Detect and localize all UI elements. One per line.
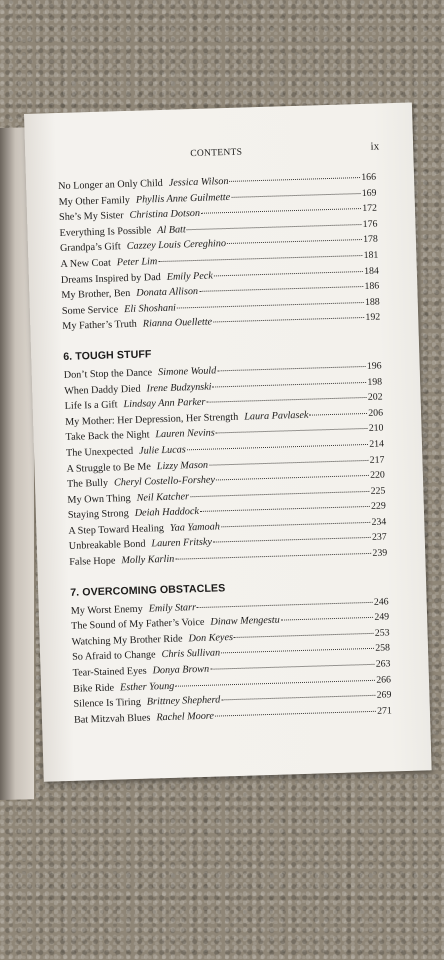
toc-entry-title: When Daddy Died bbox=[64, 383, 141, 397]
dot-leader bbox=[221, 521, 371, 527]
dot-leader bbox=[177, 301, 364, 309]
toc-entry-author: Yaa Yamoah bbox=[169, 521, 221, 534]
toc-entry-title: The Bully bbox=[66, 477, 109, 490]
dot-leader bbox=[281, 616, 374, 621]
dot-leader bbox=[190, 490, 370, 497]
toc-entry-page: 184 bbox=[363, 265, 379, 277]
toc-entry-author: Lizzy Mason bbox=[156, 459, 209, 472]
toc-entry-author: Cheryl Costello-Forshey bbox=[113, 474, 216, 489]
dot-leader bbox=[213, 316, 364, 322]
toc-entry-title: Staying Strong bbox=[67, 508, 129, 522]
toc-entry-title: Some Service bbox=[61, 304, 119, 317]
table-of-contents bbox=[58, 172, 392, 731]
toc-entry-title: She’s My Sister bbox=[58, 210, 124, 224]
toc-entry-author: Emily Peck bbox=[166, 270, 214, 283]
dot-leader bbox=[234, 632, 374, 638]
toc-entry-author: Dinaw Mengestu bbox=[210, 614, 280, 628]
toc-entry-page: 237 bbox=[371, 531, 387, 544]
toc-entry-author: Eli Shoshani bbox=[123, 302, 177, 315]
toc-entry-author: Rianna Ouellette bbox=[142, 316, 213, 330]
toc-entry-title: Everything Is Possible bbox=[59, 225, 152, 239]
toc-entry-page: 269 bbox=[376, 689, 392, 702]
toc-entry-author: Jessica Wilson bbox=[168, 175, 229, 189]
toc-entry-author: Lauren Nevins bbox=[155, 427, 215, 441]
toc-entry-title: The Unexpected bbox=[65, 445, 134, 459]
toc-entry-author: Brittney Shepherd bbox=[146, 694, 221, 708]
toc-entry-title: Dreams Inspired by Dad bbox=[60, 271, 161, 286]
toc-entry-author: Peter Lim bbox=[116, 256, 158, 269]
toc-entry-page: 246 bbox=[373, 596, 389, 608]
toc-entry-title: My Mother: Her Depression, Her Strength bbox=[64, 411, 239, 428]
toc-entry-author: Neil Katcher bbox=[136, 490, 190, 504]
toc-entry-title: A New Coat bbox=[60, 257, 111, 270]
toc-entry-title: A Struggle to Be Me bbox=[66, 460, 152, 475]
toc-entry-author: Donya Brown bbox=[152, 663, 210, 677]
dot-leader bbox=[209, 458, 369, 465]
dot-leader bbox=[201, 207, 361, 214]
dot-leader bbox=[206, 396, 367, 403]
toc-entry-title: False Hope bbox=[69, 555, 116, 568]
toc-entry-title: So Afraid to Change bbox=[71, 649, 156, 664]
dot-leader bbox=[212, 380, 366, 387]
toc-entry-author: Deiah Haddock bbox=[134, 506, 200, 520]
toc-entry-title: No Longer an Only Child bbox=[58, 177, 163, 193]
toc-entry-title: Silence Is Tiring bbox=[73, 697, 142, 711]
toc-entry-author: Emily Starr bbox=[148, 601, 197, 615]
toc-entry-author: Laura Pavlasek bbox=[244, 409, 309, 423]
toc-entry-title: Life Is a Gift bbox=[64, 399, 118, 413]
toc-entry-title: Watching My Brother Ride bbox=[71, 633, 183, 648]
dot-leader bbox=[217, 365, 366, 371]
toc-entry-page: 234 bbox=[371, 516, 387, 528]
toc-group-tough-stuff bbox=[64, 360, 388, 572]
book-page bbox=[24, 102, 432, 781]
toc-entry-page: 181 bbox=[363, 249, 379, 261]
toc-entry-author: Al Batt bbox=[157, 224, 186, 236]
toc-entry-page: 192 bbox=[365, 311, 381, 324]
toc-entry-title: A Step Toward Healing bbox=[68, 522, 165, 537]
toc-entry-title: Don’t Stop the Dance bbox=[63, 367, 153, 381]
toc-entry-page: 220 bbox=[370, 469, 386, 481]
dot-leader bbox=[175, 678, 375, 686]
toc-entry-page: 176 bbox=[362, 218, 378, 230]
toc-entry-title: My Own Thing bbox=[67, 492, 131, 506]
toc-entry-page: 266 bbox=[376, 673, 392, 686]
toc-entry-page: 188 bbox=[364, 296, 380, 308]
toc-entry-title: My Worst Enemy bbox=[70, 603, 143, 617]
toc-entry-title: My Other Family bbox=[58, 194, 131, 208]
toc-entry-title: Unbreakable Bond bbox=[68, 539, 146, 553]
dot-leader bbox=[187, 443, 369, 450]
toc-entry-author: Chris Sullivan bbox=[161, 647, 221, 661]
toc-entry-author: Phyllis Anne Guilmette bbox=[135, 191, 231, 206]
toc-entry-author: Cazzey Louis Cereghino bbox=[126, 238, 227, 253]
toc-entry-page: 210 bbox=[368, 422, 384, 435]
dot-leader bbox=[187, 223, 362, 230]
toc-entry-page: 253 bbox=[374, 627, 390, 639]
toc-group-overcoming-obstacles bbox=[71, 596, 393, 730]
toc-entry-title: My Father’s Truth bbox=[62, 319, 138, 333]
running-head: CONTENTS bbox=[190, 147, 243, 160]
section-heading-tough-stuff: 6. TOUGH STUFF bbox=[63, 348, 152, 363]
toc-entry-author: Molly Karlin bbox=[121, 553, 175, 567]
toc-entry-page: 249 bbox=[374, 611, 390, 624]
toc-entry-title: My Brother, Ben bbox=[61, 288, 131, 302]
toc-group-continued bbox=[58, 172, 380, 337]
dot-leader bbox=[158, 254, 362, 262]
toc-entry-author: Don Keyes bbox=[188, 631, 234, 645]
toc-entry-page: 239 bbox=[372, 547, 388, 559]
dot-leader bbox=[213, 536, 371, 543]
dot-leader bbox=[229, 176, 360, 182]
toc-entry-page: 214 bbox=[369, 438, 385, 450]
dot-leader bbox=[215, 710, 376, 717]
toc-entry-title: Bat Mitzvah Blues bbox=[73, 712, 151, 726]
dot-leader bbox=[175, 552, 371, 560]
toc-entry-title: Take Back the Night bbox=[65, 429, 150, 444]
dot-leader bbox=[216, 474, 369, 481]
toc-entry-author: Simone Would bbox=[157, 365, 217, 379]
toc-entry-author: Irene Budzynski bbox=[146, 381, 212, 395]
toc-entry-title: Grandpa’s Gift bbox=[59, 241, 121, 255]
toc-entry-author: Donata Allison bbox=[136, 286, 199, 299]
toc-entry-page: 202 bbox=[367, 391, 383, 404]
toc-entry-page: 166 bbox=[361, 171, 377, 184]
toc-entry-title: Bike Ride bbox=[72, 682, 115, 695]
toc-entry-page: 172 bbox=[362, 202, 378, 215]
toc-entry-page: 178 bbox=[363, 233, 379, 246]
dot-leader bbox=[200, 505, 370, 512]
toc-entry-title: Tear-Stained Eyes bbox=[72, 665, 147, 679]
toc-entry-page: 198 bbox=[367, 376, 383, 388]
toc-entry-author: Julie Lucas bbox=[138, 444, 186, 457]
toc-entry-author: Lauren Fritsky bbox=[151, 537, 213, 550]
dot-leader bbox=[227, 238, 362, 244]
dot-leader bbox=[214, 270, 363, 276]
toc-entry-page: 258 bbox=[375, 642, 391, 655]
toc-entry-author: Rachel Moore bbox=[156, 710, 215, 724]
dot-leader bbox=[231, 192, 361, 198]
dot-leader bbox=[221, 647, 374, 654]
dot-leader bbox=[221, 694, 375, 701]
toc-entry-page: 229 bbox=[370, 500, 386, 513]
toc-entry-page: 225 bbox=[370, 485, 386, 497]
dot-leader bbox=[210, 663, 375, 670]
toc-entry-page: 217 bbox=[369, 453, 385, 466]
dot-leader bbox=[309, 412, 367, 416]
toc-entry-author: Christina Dotson bbox=[129, 208, 201, 222]
section-heading-overcoming-obstacles: 7. OVERCOMING OBSTACLES bbox=[70, 581, 226, 599]
toc-entry-page: 169 bbox=[361, 187, 377, 199]
toc-entry-page: 263 bbox=[375, 658, 391, 670]
toc-entry-author: Esther Young bbox=[119, 680, 175, 694]
toc-entry-title: The Sound of My Father’s Voice bbox=[71, 617, 205, 633]
dot-leader bbox=[216, 427, 368, 434]
toc-entry-page: 196 bbox=[366, 360, 382, 372]
toc-entry-author: Lindsay Ann Parker bbox=[123, 396, 206, 411]
toc-entry-page: 206 bbox=[368, 407, 384, 419]
toc-entry-page: 271 bbox=[377, 705, 393, 717]
page-number: ix bbox=[370, 140, 380, 153]
dot-leader bbox=[197, 601, 373, 608]
toc-entry-page: 186 bbox=[364, 280, 380, 293]
dot-leader bbox=[199, 285, 364, 292]
